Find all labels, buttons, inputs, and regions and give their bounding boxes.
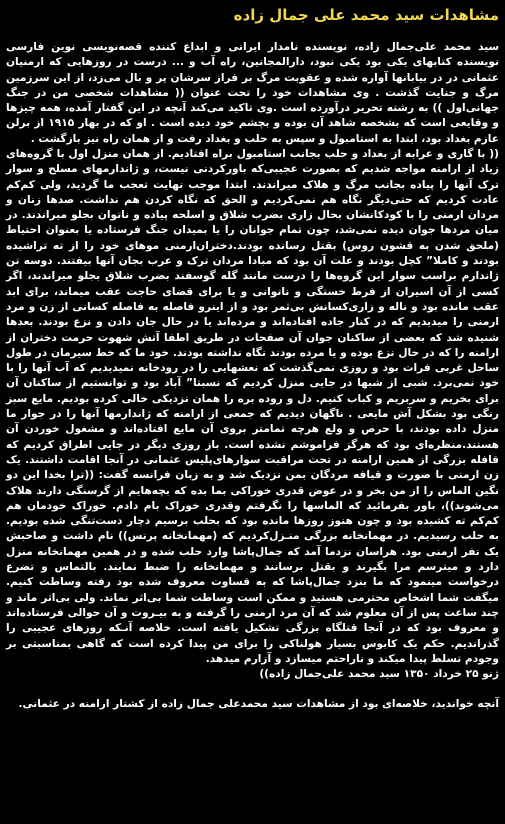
account-paragraph: (( با گاری و عرابه از بغداد و حلب بجانب استامبول براه افتادیم. از همان منزل اول با گروه‌های زیاد از ارامنه مواجه شدیم که بصورت عجیبی‌که باورکردنی نیست، و ژاندارمهای مسلح و سوار ترک آنها را پیاده بجانب مرگ و هلاک میراندند. ابتدا موجب نهایت تعجب ما گردید، ولی کم‌کم عادت کردیم که حتی‌دیگر نگاه هم نمی‌کردیم و الحق که نگاه کردن هم نداشت. صدها زنان و مردان ارمنی را با کودکانشان بحال زاری بضرب شلاق و اسلحه پیاده و ناتوان بجلو میراندند. در میان مردها جوان دیده نمی‌شد، چون تمام جوانان را یا بمیدان جنگ فرستاده یا بعنوان احتیاط (ملحق شدن به قشون روس) بقتل رسانده بودند.دختران‌ارمنی موهای خود را از ته تراشیده بودند و کاملا” کچل بودند و علت آن بود که مبادا مردان ترک و عرب بجان آنها بیفتند. دوسه تن ژاندارم براسب سوار این گروه‌ها را درست مانند گله گوسفند بضرب شلاق بجلو میراندند، اگر کسی از آن اسیران از فرط خستگی و ناتوانی و یا برای قضای حاجت عقب میماند، برای ابد عقب مانده بود و ناله و زاری‌کسانش بی‌ثمر بود و از اینرو فاصله به فاصله کسانی از زن و مرد ارمنی را میدیدیم که در کنار جاده افتاده‌اند و مرده‌اند یا در حال جان دادن و نزع بودند. بعدها شنیده شد که بعضی از ساکنان جوان آن صفحات در طریق اطفا آتش شهوت حرمت دختران از ارامنه را که در حال نزع بوده و یا مرده بودند نگاه نداشته بودند. خود ما که خط سیرمان در طول ساحل غربی فرات بود و روزی نمی‌گذشت که نعشهایی را در رودخانه نمیدیدیم که آب آنها را با خود نمی‌برد. شبی از شبها در جایی منزل کردیم که نسبتا” آباد بود و توانستیم از ساکنان آن برای بخریم و سربریم و کباب کنیم. دل و روده بره را همان نزدیکی خالی کرده بودیم. مایع سبز رنگی بود بشکل آش مایعی . ناگهان دیدیم که جمعی از ارامنه که ژاندارمها آنها را در جوار ما منزل داده بودند، با حرص و ولع هرچه تمامتر بروی آن مایع افتاده‌اند و مشغول خوردن آن هستند.منظره‌ای بود که هرگز فراموشم نشده است. باز روزی دیگر در جایی اطراق کردیم که قافله بزرگی از همین ارامنه در تحت مراقبت سوارهای‌پلیس عثمانی در آنجا اقامت داشتند. یک زن ارمنی با صورت و قیافه مردگان بمن نزدیک شد و به زبان فرانسه گفت: ((ترا بخدا این دو نگین الماس را از من بخر و در عوض قدری خوراکی بما بده که بچه‌هایم از گرسنگی دارند هلاک می‌شوند))، باور بفرمائید که الماسها را نگرفتم وقدری خوراک بام دادم. خوراک خودمان هم کم‌کم ته کشیده بود و چون هنوز روزها مانده بود که بحلب برسیم دچار دست‌تنگی شده بودیم. به حلب رسیدیم. در مهمانخانه بزرگی منـزل‌کردیم که (مهمانخانه پرنس)) نام داشت و صاحبش یک نفر ارمنی بود. هراسان نزدما آمد که جمال‌پاشا وارد حلب شده و در همین مهمانخانه منزل دارد و میترسم مرا بگیرند و بقتل برسانند و مهمانخانه را ضبط نمایند. بالتماس و تضرع درخواست مینمود که ما بنزد جمال‌پاشا که به قساوت معروف شده بود رفته وساطت کنیم. میگفت شما اشخاص محترمی هستید و ممکن است وساطت شما بی‌اثر نماند. ولی بی‌اثر ماند و چند ساعت پس از آن معلوم شد که آن مرد ارمنی را گرفته و به بیـروت و آن حوالی فرستاده‌اند و معروف بود که در آنجا قتلگاه بزرگی تشکیل یافته است. خلاصه آنـکه روزهای عجیبی را گذراندیم. حکم یک کابوس بسیار هولناکی را برای من پیدا کرده است که گاهی بمناسبتی بر وجودم تسلط پیدا میکند و ناراحتم میسازد و آزارم میدهد. [6,148,499,665]
footer-note: آنچه خواندید، خلاصه‌ای بود از مشاهدات سید محمدعلی جمال زاده از کشتار ارامنه در عثمانی. [18,698,499,710]
intro-paragraph: سید محمد علی‌جمال زاده، نویسنده نامدار ایرانی و ابداع کننده قصه‌نویسی نوین فارسی نویسنده کتابهای یکی بود یکی نبود، دارالمجانین، راه آب و ... درست در روزهایی که ارمنیان عثمانی در در بیابانها آواره شده و عقوبت مرگ بر فراز سرشان پر و بال می‌زد، از این سرزمین مرگ و جنایت گذشت . وی مشاهدات خود را تحت عنوان (( مشاهدات شخصی من در جنگ جهانی‌اول )) به رشته تحریر درآورده است .وی تاکید می‌کند آنچه در این گفتار آمده، همه چیزها و وقایعی است که بشخصه شاهد آن بوده و بچشم خود دیده است . او که در بهار ۱۹۱۵ از برلن عازم بغداد بود، ابتدا به استامبول و سپس به حلب و بغداد رفت و از همان راه نیز بازگشت . [6,41,499,145]
signature-line: ژنو ۲۵ خرداد ۱۳۵۰ سید محمد علی‌جمال زاده)) [259,668,499,680]
page-title: مشاهدات سید محمد علی جمال زاده [233,6,499,24]
